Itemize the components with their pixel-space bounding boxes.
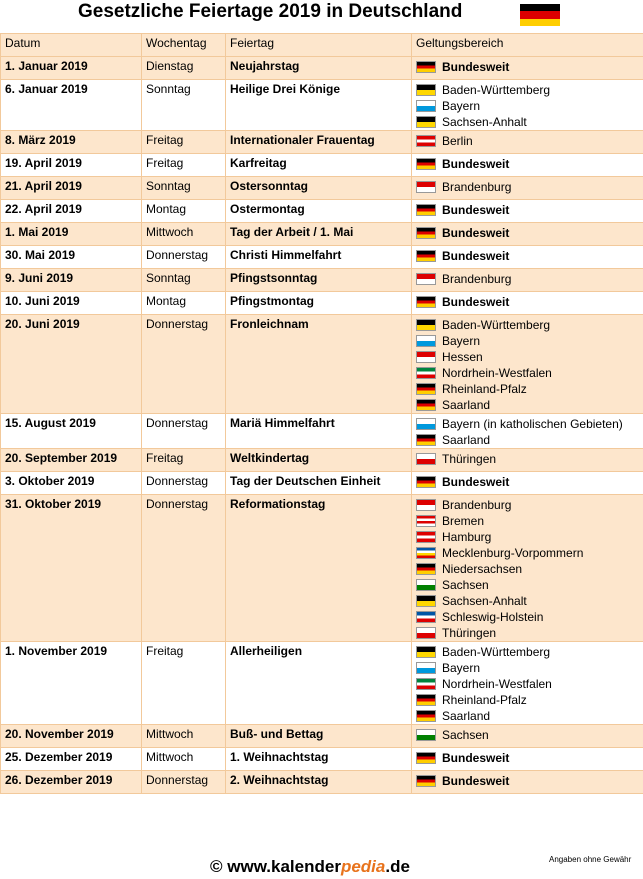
holiday-scope (412, 472, 643, 495)
holiday-weekday: Dienstag (142, 57, 226, 80)
region-entry (416, 133, 639, 149)
table-row (1, 131, 643, 154)
holiday-weekday: Mittwoch (142, 223, 226, 246)
region-label: Brandenburg (442, 272, 512, 286)
region-entry (416, 727, 639, 743)
region-entry (416, 474, 639, 490)
region-label: Bremen (442, 514, 485, 528)
holiday-weekday: Sonntag (142, 80, 226, 131)
holiday-name: Internationaler Frauentag (226, 131, 412, 154)
state-flag-icon (416, 729, 436, 741)
region-entry (416, 692, 639, 708)
holiday-scope (412, 269, 643, 292)
state-flag-icon (416, 84, 436, 96)
state-flag-icon (416, 611, 436, 623)
holiday-scope (412, 725, 643, 748)
region-label: Bundesweit (442, 203, 510, 217)
region-entry (416, 750, 639, 766)
footer-suffix: .de (385, 857, 410, 876)
state-flag-icon (416, 646, 436, 658)
region-label: Hessen (442, 350, 483, 364)
region-entry (416, 676, 639, 692)
holiday-name: Ostersonntag (226, 177, 412, 200)
region-label: Baden-Württemberg (442, 645, 551, 659)
region-label: Rheinland-Pfalz (442, 382, 527, 396)
holiday-scope (412, 292, 643, 315)
holiday-date: 15. August 2019 (1, 414, 142, 449)
region-label: Bundesweit (442, 226, 510, 240)
state-flag-icon (416, 710, 436, 722)
holiday-date: 21. April 2019 (1, 177, 142, 200)
region-entry (416, 59, 639, 75)
table-row (1, 223, 643, 246)
region-entry (416, 513, 639, 529)
holiday-date: 19. April 2019 (1, 154, 142, 177)
region-label: Saarland (442, 709, 491, 723)
holiday-scope (412, 449, 643, 472)
holiday-name: Christi Himmelfahrt (226, 246, 412, 269)
table-row (1, 246, 643, 269)
holiday-name: Heilige Drei Könige (226, 80, 412, 131)
table-row (1, 200, 643, 223)
column-header-scope: Geltungsbereich (412, 34, 643, 57)
state-flag-icon (416, 383, 436, 395)
region-label: Baden-Württemberg (442, 318, 551, 332)
holiday-date: 30. Mai 2019 (1, 246, 142, 269)
holiday-scope (412, 748, 643, 771)
state-flag-icon (416, 100, 436, 112)
state-flag-icon (416, 547, 436, 559)
state-flag-icon (416, 515, 436, 527)
region-label: Rheinland-Pfalz (442, 693, 527, 707)
region-entry (416, 773, 639, 789)
region-entry (416, 333, 639, 349)
region-entry (416, 82, 639, 98)
holiday-weekday: Sonntag (142, 177, 226, 200)
region-entry (416, 381, 639, 397)
state-flag-icon (416, 579, 436, 591)
region-label: Bundesweit (442, 475, 510, 489)
state-flag-icon (416, 296, 436, 308)
holiday-weekday: Donnerstag (142, 414, 226, 449)
region-label: Bundesweit (442, 751, 510, 765)
region-entry (416, 625, 639, 641)
state-flag-icon (416, 476, 436, 488)
holiday-scope (412, 57, 643, 80)
region-entry (416, 529, 639, 545)
region-label: Brandenburg (442, 180, 512, 194)
state-flag-icon (416, 453, 436, 465)
holiday-date: 31. Oktober 2019 (1, 495, 142, 642)
region-label: Sachsen (442, 578, 489, 592)
state-flag-icon (416, 595, 436, 607)
holiday-weekday: Freitag (142, 131, 226, 154)
region-entry (416, 248, 639, 264)
holiday-name: Buß- und Bettag (226, 725, 412, 748)
holiday-weekday: Mittwoch (142, 725, 226, 748)
region-label: Sachsen-Anhalt (442, 115, 527, 129)
holiday-scope (412, 223, 643, 246)
state-flag-icon (416, 181, 436, 193)
region-label: Mecklenburg-Vorpommern (442, 546, 584, 560)
region-label: Thüringen (442, 626, 497, 640)
table-row (1, 771, 643, 794)
page-title: Gesetzliche Feiertage 2019 in Deutschland (78, 1, 463, 22)
holiday-date: 22. April 2019 (1, 200, 142, 223)
region-entry (416, 497, 639, 513)
holiday-scope (412, 200, 643, 223)
table-row (1, 725, 643, 748)
holiday-weekday: Mittwoch (142, 748, 226, 771)
state-flag-icon (416, 627, 436, 639)
state-flag-icon (416, 335, 436, 347)
table-row (1, 449, 643, 472)
holiday-weekday: Donnerstag (142, 472, 226, 495)
holiday-name: Karfreitag (226, 154, 412, 177)
holiday-name: Pfingstsonntag (226, 269, 412, 292)
table-row (1, 748, 643, 771)
holiday-name: 2. Weihnachtstag (226, 771, 412, 794)
state-flag-icon (416, 116, 436, 128)
region-label: Bundesweit (442, 60, 510, 74)
table-row (1, 642, 643, 725)
region-label: Nordrhein-Westfalen (442, 677, 552, 691)
region-label: Bundesweit (442, 249, 510, 263)
state-flag-icon (416, 227, 436, 239)
table-row (1, 80, 643, 131)
region-label: Bayern (442, 661, 481, 675)
region-entry (416, 660, 639, 676)
table-row (1, 177, 643, 200)
footer-prefix: © www.kalender (210, 857, 341, 876)
holiday-scope (412, 414, 643, 449)
region-label: Bayern (442, 99, 481, 113)
region-entry (416, 577, 639, 593)
state-flag-icon (416, 775, 436, 787)
region-entry (416, 416, 639, 432)
region-entry (416, 98, 639, 114)
state-flag-icon (416, 752, 436, 764)
state-flag-icon (416, 563, 436, 575)
holiday-date: 1. Januar 2019 (1, 57, 142, 80)
state-flag-icon (416, 399, 436, 411)
holiday-weekday: Freitag (142, 154, 226, 177)
table-row (1, 315, 643, 414)
state-flag-icon (416, 678, 436, 690)
state-flag-icon (416, 694, 436, 706)
region-label: Hamburg (442, 530, 492, 544)
table-row (1, 269, 643, 292)
region-entry (416, 349, 639, 365)
region-entry (416, 708, 639, 724)
holiday-name: Tag der Arbeit / 1. Mai (226, 223, 412, 246)
region-entry (416, 156, 639, 172)
holiday-name: Fronleichnam (226, 315, 412, 414)
column-header-date: Datum (1, 34, 142, 57)
region-label: Thüringen (442, 452, 497, 466)
region-label: Berlin (442, 134, 473, 148)
region-entry (416, 561, 639, 577)
holiday-scope (412, 154, 643, 177)
state-flag-icon (416, 250, 436, 262)
disclaimer: Angaben ohne Gewähr (549, 855, 632, 864)
region-entry (416, 225, 639, 241)
region-label: Schleswig-Holstein (442, 610, 544, 624)
state-flag-icon (416, 434, 436, 446)
state-flag-icon (416, 662, 436, 674)
table-header-row (1, 34, 643, 57)
region-label: Bayern (442, 334, 481, 348)
region-label: Brandenburg (442, 498, 512, 512)
region-entry (416, 114, 639, 130)
holiday-name: Neujahrstag (226, 57, 412, 80)
region-label: Baden-Württemberg (442, 83, 551, 97)
region-entry (416, 271, 639, 287)
holiday-date: 6. Januar 2019 (1, 80, 142, 131)
region-label: Bundesweit (442, 774, 510, 788)
table-body (1, 57, 643, 794)
holiday-name: Mariä Himmelfahrt (226, 414, 412, 449)
holiday-weekday: Freitag (142, 449, 226, 472)
region-label: Bundesweit (442, 157, 510, 171)
region-entry (416, 365, 639, 381)
region-label: Bundesweit (442, 295, 510, 309)
holiday-name: Ostermontag (226, 200, 412, 223)
germany-flag-icon (520, 4, 560, 26)
table-row (1, 57, 643, 80)
holiday-weekday: Freitag (142, 642, 226, 725)
region-label: Nordrhein-Westfalen (442, 366, 552, 380)
holiday-scope (412, 131, 643, 154)
holiday-weekday: Sonntag (142, 269, 226, 292)
holiday-weekday: Donnerstag (142, 495, 226, 642)
holiday-scope (412, 80, 643, 131)
holiday-name: Allerheiligen (226, 642, 412, 725)
holiday-scope (412, 246, 643, 269)
holiday-date: 26. Dezember 2019 (1, 771, 142, 794)
holiday-scope (412, 771, 643, 794)
holiday-date: 9. Juni 2019 (1, 269, 142, 292)
holiday-weekday: Donnerstag (142, 771, 226, 794)
holiday-weekday: Donnerstag (142, 315, 226, 414)
holiday-weekday: Montag (142, 292, 226, 315)
holiday-date: 1. Mai 2019 (1, 223, 142, 246)
state-flag-icon (416, 135, 436, 147)
table-row (1, 495, 643, 642)
table-row (1, 154, 643, 177)
table-row (1, 472, 643, 495)
holiday-weekday: Montag (142, 200, 226, 223)
holiday-date: 20. September 2019 (1, 449, 142, 472)
title-bar (0, 0, 643, 30)
region-entry (416, 432, 639, 448)
holiday-name: Pfingstmontag (226, 292, 412, 315)
footer-accent: pedia (340, 857, 386, 876)
holiday-date: 1. November 2019 (1, 642, 142, 725)
region-entry (416, 179, 639, 195)
table-row (1, 292, 643, 315)
holiday-weekday: Donnerstag (142, 246, 226, 269)
holiday-scope (412, 315, 643, 414)
column-header-holiday: Feiertag (226, 34, 412, 57)
region-entry (416, 451, 639, 467)
column-header-weekday: Wochentag (142, 34, 226, 57)
region-label: Sachsen-Anhalt (442, 594, 527, 608)
region-entry (416, 644, 639, 660)
state-flag-icon (416, 418, 436, 430)
region-entry (416, 202, 639, 218)
state-flag-icon (416, 499, 436, 511)
holiday-name: Reformationstag (226, 495, 412, 642)
region-entry (416, 397, 639, 413)
holiday-date: 20. November 2019 (1, 725, 142, 748)
holiday-name: Tag der Deutschen Einheit (226, 472, 412, 495)
region-entry (416, 317, 639, 333)
state-flag-icon (416, 273, 436, 285)
holiday-date: 3. Oktober 2019 (1, 472, 142, 495)
region-label: Saarland (442, 433, 491, 447)
holiday-name: 1. Weihnachtstag (226, 748, 412, 771)
table-row (1, 414, 643, 449)
region-entry (416, 294, 639, 310)
holiday-table (0, 33, 643, 794)
holiday-date: 20. Juni 2019 (1, 315, 142, 414)
region-entry (416, 545, 639, 561)
state-flag-icon (416, 158, 436, 170)
region-entry (416, 593, 639, 609)
holiday-date: 10. Juni 2019 (1, 292, 142, 315)
region-label: Saarland (442, 398, 491, 412)
state-flag-icon (416, 61, 436, 73)
state-flag-icon (416, 204, 436, 216)
holiday-date: 8. März 2019 (1, 131, 142, 154)
region-label: Sachsen (442, 728, 489, 742)
holiday-scope (412, 495, 643, 642)
holiday-scope (412, 642, 643, 725)
holiday-name: Weltkindertag (226, 449, 412, 472)
state-flag-icon (416, 531, 436, 543)
state-flag-icon (416, 351, 436, 363)
footer-brand (210, 857, 410, 877)
state-flag-icon (416, 319, 436, 331)
region-label: Bayern (in katholischen Gebieten) (442, 417, 623, 431)
holiday-date: 25. Dezember 2019 (1, 748, 142, 771)
region-entry (416, 609, 639, 625)
state-flag-icon (416, 367, 436, 379)
region-label: Niedersachsen (442, 562, 523, 576)
holiday-scope (412, 177, 643, 200)
